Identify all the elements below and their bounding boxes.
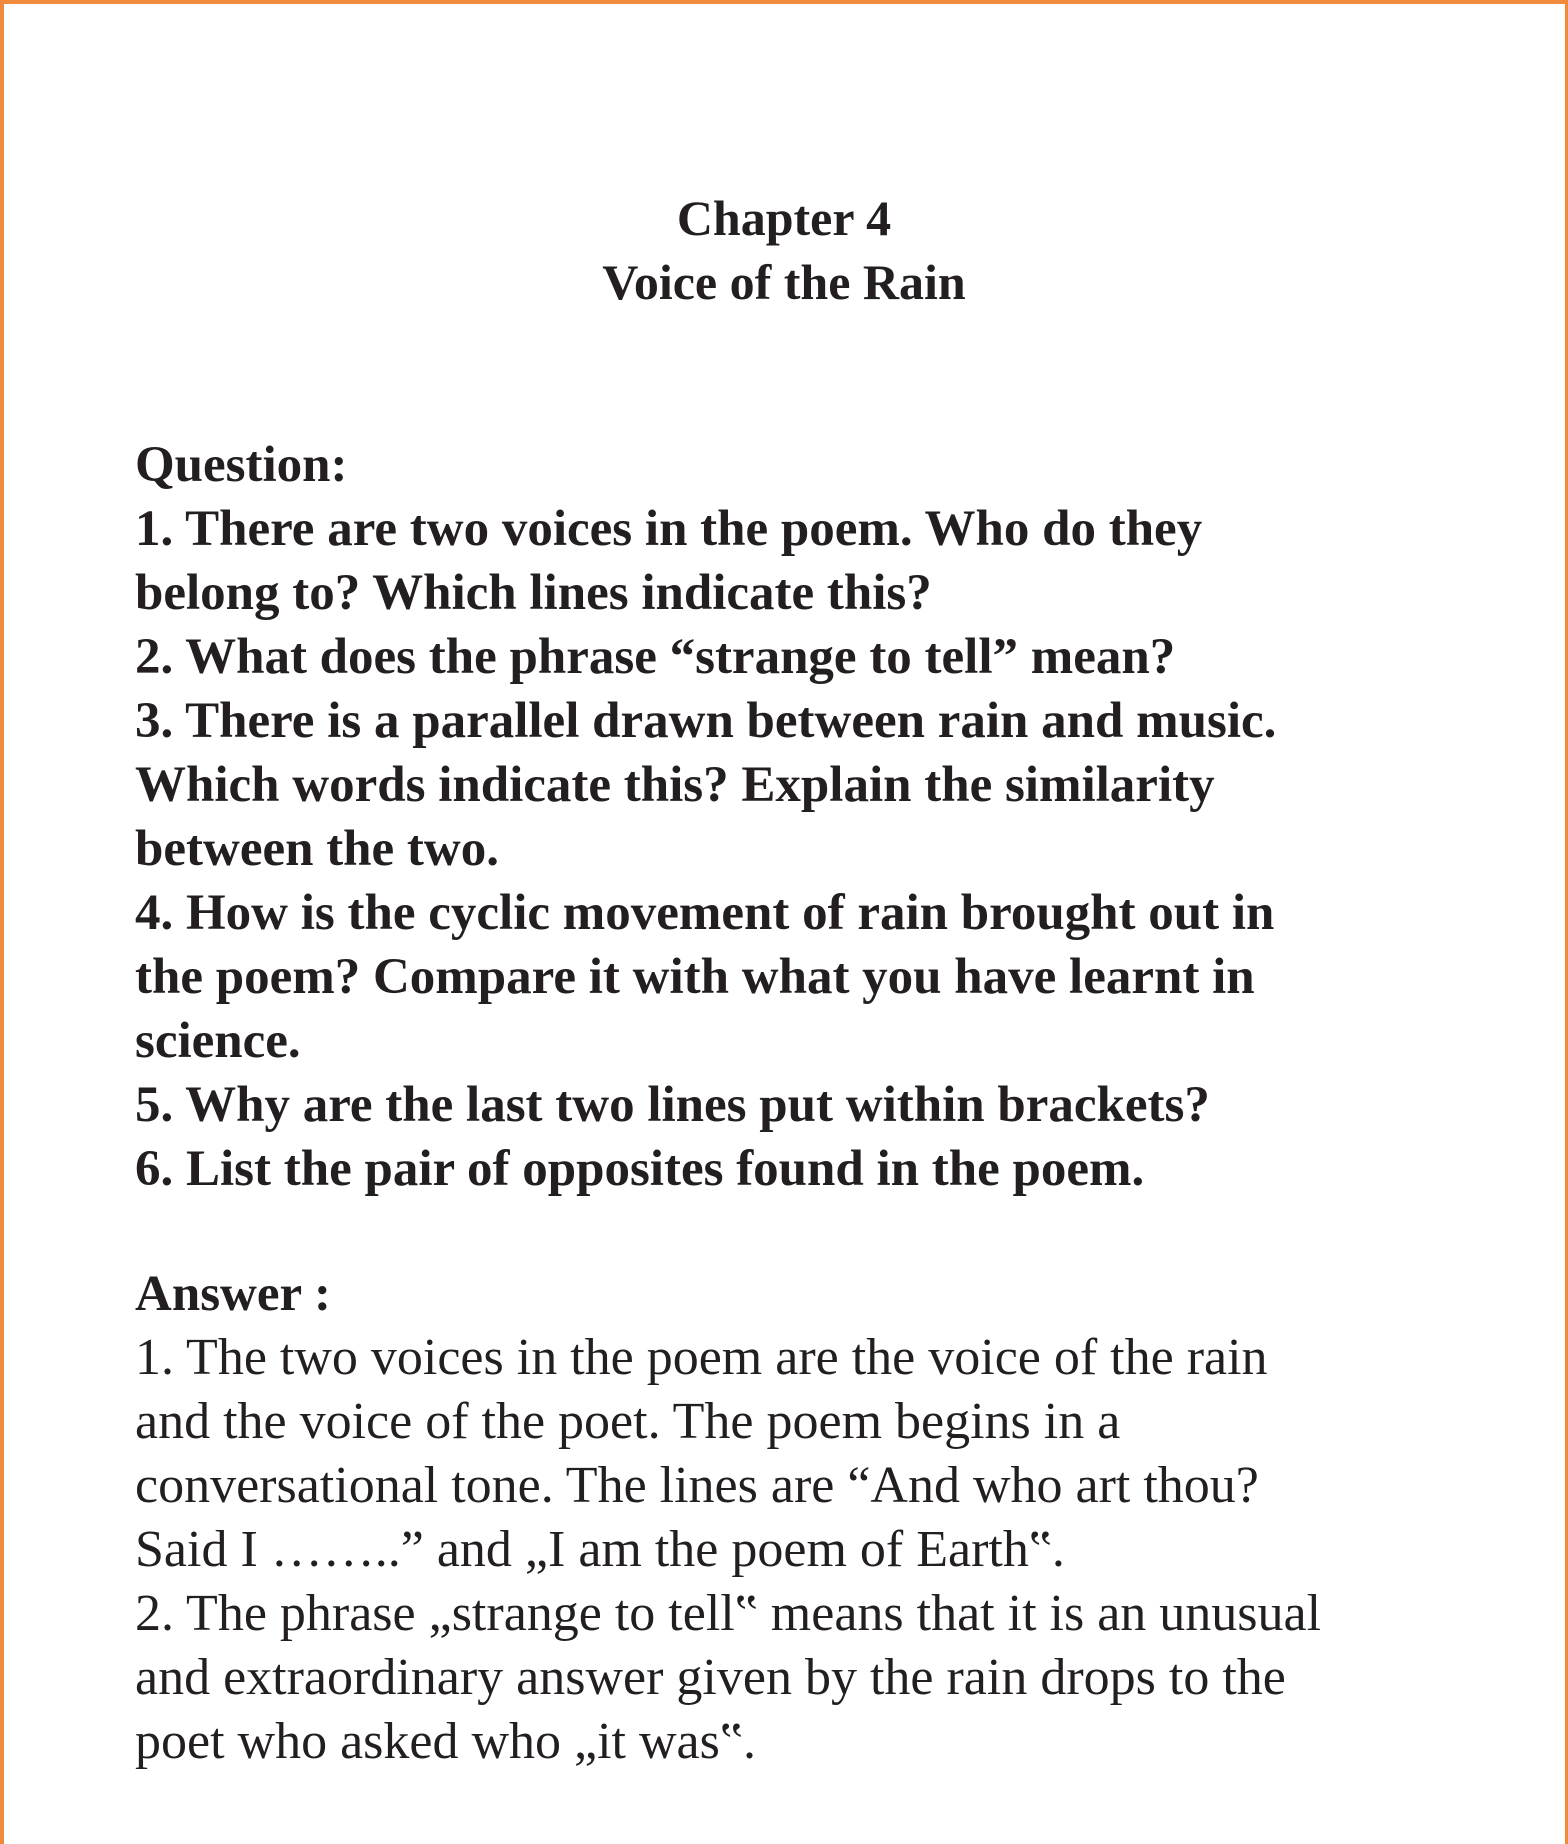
question-line: the poem? Compare it with what you have learnt in	[135, 949, 1255, 1005]
question-line: belong to? Which lines indicate this?	[135, 565, 932, 621]
question-line: 5. Why are the last two lines put within brackets?	[135, 1077, 1210, 1133]
answer-line: Said I ……..” and „I am the poem of Earth‟.	[135, 1521, 1065, 1578]
answer-heading: Answer :	[135, 1266, 331, 1322]
answers-section	[135, 1262, 1535, 1774]
chapter-number: Chapter 4	[676, 190, 892, 246]
question-line: Which words indicate this? Explain the similarity	[135, 757, 1215, 813]
question-line: 3. There is a parallel drawn between rain and music.	[135, 693, 1277, 749]
question-heading: Question:	[135, 437, 348, 493]
answer-line: 2. The phrase „strange to tell‟ means that it is an unusual	[135, 1585, 1322, 1642]
question-line: 6. List the pair of opposites found in the poem.	[135, 1141, 1145, 1197]
question-line: 2. What does the phrase “strange to tell” mean?	[135, 629, 1176, 685]
answer-line: 1. The two voices in the poem are the voice of the rain	[135, 1329, 1268, 1386]
questions-section	[135, 433, 1535, 1201]
answer-line: and the voice of the poet. The poem begins in a	[135, 1393, 1121, 1450]
question-line: 1. There are two voices in the poem. Who do they	[135, 501, 1203, 557]
answer-line: poet who asked who „it was‟.	[135, 1713, 756, 1770]
answer-line: conversational tone. The lines are “And who art thou?	[135, 1457, 1259, 1514]
question-line: 4. How is the cyclic movement of rain brought out in	[135, 885, 1275, 941]
answer-line: and extraordinary answer given by the rain drops to the	[135, 1649, 1286, 1706]
question-line: science.	[135, 1013, 301, 1069]
question-line: between the two.	[135, 821, 499, 877]
chapter-title: Voice of the Rain	[602, 254, 966, 310]
